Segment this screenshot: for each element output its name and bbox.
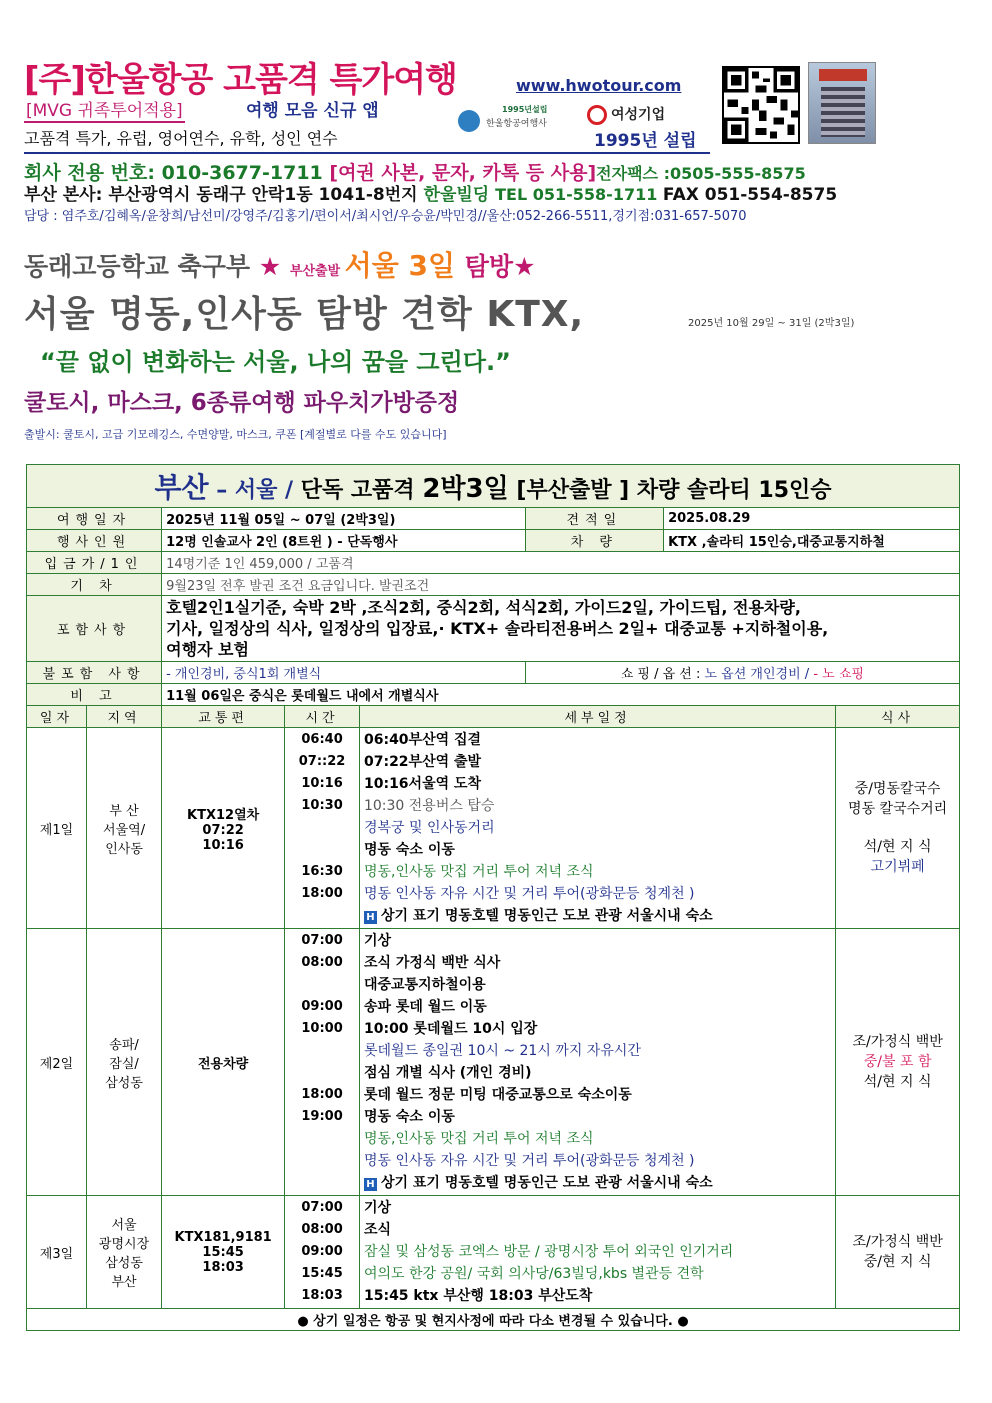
- region-line: 광명시장: [98, 1237, 150, 1252]
- schedule-item: 10:16서울역 도착: [363, 776, 482, 792]
- transport-line: 18:03: [202, 1259, 244, 1275]
- time-line: [289, 1040, 355, 1062]
- time-line: 15:45: [301, 1266, 343, 1281]
- schedule-header: 일자 지역 교통편 시간 세부일정 식사: [27, 706, 960, 728]
- day-region: [86, 728, 161, 929]
- transport-line: 전용차량: [198, 1056, 249, 1072]
- time-line: [289, 817, 355, 839]
- meal-line: 조/가정식 백반: [852, 1234, 943, 1250]
- hotel-text: 상기 표기 명동호텔 명동인근 도보 관광 서울시내 숙소: [380, 908, 713, 924]
- company-title: [주]한울항공 고품격 특가여행: [24, 60, 457, 100]
- ring-icon: [587, 105, 607, 125]
- schedule-item: 15:45 ktx 부산행 18:03 부산도착: [363, 1288, 593, 1304]
- schedule-item: 조식 가정식 백반 식사: [363, 955, 501, 971]
- time-line: [289, 839, 355, 861]
- hotel-line: [364, 1172, 831, 1194]
- time-line: 08:00: [301, 1222, 343, 1237]
- meal-line: 중/현 지 식: [863, 1254, 932, 1270]
- day-transport: [162, 929, 285, 1196]
- region-line: 삼성동: [105, 1256, 143, 1271]
- schedule-item: 07:22부산역 출발: [363, 754, 482, 770]
- day-meals: [836, 1196, 960, 1309]
- label-remark: 비 고: [27, 684, 162, 706]
- shopping-option: 쇼 핑 / 옵 션 : 노 옵션 개인경비 / - 노 쇼핑: [525, 662, 959, 684]
- day-times: [285, 728, 360, 929]
- value-car: KTX ,솔라티 15인승,대중교통지하철: [664, 530, 960, 552]
- phone-note: [여권 사본, 문자, 카톡 등 사용]: [329, 162, 597, 184]
- value-price: 14명기준 1인 459,000 / 고품격: [162, 552, 960, 574]
- time-line: 19:00: [301, 1109, 343, 1124]
- time-line: 06:40: [301, 732, 343, 747]
- schedule-item: 조식: [363, 1222, 392, 1238]
- transport-line: 15:45: [202, 1244, 244, 1260]
- region-line: 잠실/: [109, 1056, 139, 1072]
- day-row: [27, 1196, 960, 1309]
- event-date-small: 2025년 10월 29일 ~ 31일 (2박3일): [688, 318, 855, 329]
- event-school: 동래고등학교 축구부: [24, 252, 259, 281]
- divider: [24, 152, 710, 154]
- label-people: 행사인원: [27, 530, 162, 552]
- schedule-item: 대중교통지하철이용: [363, 977, 486, 993]
- label-date: 여행일자: [27, 508, 162, 530]
- transport-line: KTX12열차: [187, 807, 260, 823]
- value-excluded: - 개인경비, 중식1회 개별식: [162, 662, 526, 684]
- day-meals: [836, 929, 960, 1196]
- globe-icon: [458, 110, 480, 132]
- day-times: [285, 929, 360, 1196]
- label-excluded: 불포함 사항: [27, 662, 162, 684]
- schedule-item: 명동 인사동 자유 시간 및 거리 투어(광화문등 청계천 ): [363, 1153, 695, 1169]
- event-headline: [24, 244, 536, 284]
- time-line: 18:00: [301, 1087, 343, 1102]
- transport-line: 07:22: [202, 822, 244, 838]
- region-line: 송파/: [109, 1037, 139, 1053]
- time-line: 08:00: [301, 955, 343, 970]
- address-line: [24, 180, 837, 205]
- day-label: 제2일: [27, 929, 87, 1196]
- time-line: 18:03: [301, 1288, 343, 1303]
- label-quote: 견적일: [525, 508, 663, 530]
- day-times: [285, 1196, 360, 1309]
- time-line: 10:00: [301, 1021, 343, 1036]
- slogan: “끝 없이 변화하는 서울, 나의 꿈을 그린다.”: [40, 348, 511, 376]
- meal-line: 석/현 지 식: [863, 1074, 932, 1090]
- label-price: 입금가/1인: [27, 552, 162, 574]
- company-logo: [458, 104, 578, 134]
- tel[interactable]: TEL 051-558-1711: [495, 185, 663, 204]
- label-car: 차 량: [525, 530, 663, 552]
- gift-line: 쿨토시, 마스크, 6종류여행 파우치가방증정: [24, 390, 460, 416]
- schedule-item: 기상: [363, 1200, 392, 1216]
- event-title: 서울 명동,인사동 탐방 견학 KTX,: [24, 294, 585, 335]
- day-schedule: [359, 728, 835, 929]
- logo2-text: 여성기업: [611, 107, 666, 123]
- region-line: 서울: [111, 1218, 137, 1233]
- tour-label: 탐방★: [464, 252, 536, 281]
- schedule-item: 롯데 월드 정문 미팅 대중교통으로 숙소이동: [363, 1087, 632, 1103]
- meal-line: 중/명동칼국수: [854, 781, 941, 797]
- schedule-item: 여의도 한강 공원/ 국회 의사당/63빌딩,kbs 별관등 견학: [363, 1266, 704, 1282]
- building-name: 한울빌딩: [423, 185, 496, 205]
- time-line: 18:00: [301, 886, 343, 901]
- schedule-item: 명동 숙소 이동: [363, 842, 455, 858]
- value-included: 호텔2인1실기준, 숙박 2박 ,조식2회, 중식2회, 석식2회, 가이드2일, 가이드팁, 전용차량, 기사, 일정상의 식사, 일정상의 입장료,· KTX+ 솔라티전용버스 2일+ 대중교통 +지하철이용, 여행자 보험: [162, 596, 960, 662]
- day-meals: [836, 728, 960, 929]
- schedule-item: 06:40부산역 집결: [363, 732, 482, 748]
- hotel-line: [364, 905, 831, 927]
- value-train: 9월23일 전후 발권 조건 요금입니다. 발권조건: [162, 574, 960, 596]
- region-line: 부산: [111, 1275, 137, 1290]
- service-subtitle: 고품격 특가, 유럽, 영어연수, 유학, 성인 연수: [24, 129, 338, 148]
- mvg-badge: [MVG 귀족투어적용]: [24, 96, 185, 123]
- day-label: 제1일: [27, 728, 87, 929]
- region-line: 부 산: [109, 803, 139, 819]
- building-photo: [808, 62, 876, 144]
- meal-line: 석/현 지 식: [863, 839, 932, 855]
- schedule-item: 명동 숙소 이동: [363, 1109, 455, 1125]
- time-line: 07:00: [301, 933, 343, 948]
- hotel-h-icon: H: [364, 911, 377, 924]
- time-line: 10:16: [301, 776, 343, 791]
- day-region: [86, 929, 161, 1196]
- region-line: 인사동: [105, 841, 143, 857]
- schedule-item: 명동 인사동 자유 시간 및 거리 투어(광화문등 청계천 ): [363, 886, 695, 902]
- day-row: [27, 929, 960, 1196]
- hotel-h-icon: H: [364, 1178, 377, 1191]
- website-link[interactable]: www.hwotour.com: [516, 76, 682, 95]
- label-train: 기 차: [27, 574, 162, 596]
- day-schedule: [359, 929, 835, 1196]
- schedule-item: 경복궁 및 인사동거리: [363, 820, 495, 836]
- time-line: [289, 974, 355, 996]
- efax: 전자팩스 :0505-555-8575: [596, 164, 806, 183]
- schedule-item: 송파 롯데 월드 이동: [363, 999, 487, 1015]
- transport-line: KTX181,9181: [174, 1229, 272, 1245]
- gift-note: 출발시: 쿨토시, 고급 기모레깅스, 수면양말, 마스크, 쿠폰 [계절별로 다를 수도 있습니다]: [24, 428, 447, 441]
- fax: FAX 051-554-8575: [662, 185, 838, 205]
- meal-line: 중/불 포 함: [863, 1054, 932, 1070]
- time-line: 09:00: [301, 999, 343, 1014]
- schedule-item: 10:00 롯데월드 10시 입장: [363, 1021, 538, 1037]
- meal-line: [840, 819, 955, 837]
- app-notice: 여행 모음 신규 앱: [246, 101, 379, 121]
- schedule-item: 점심 개별 식사 (개인 경비): [363, 1065, 532, 1081]
- table-title: 부산 – 서울 / 단독 고품격 2박3일 [부산출발 ] 차량 솔라티 15인승: [27, 465, 960, 508]
- schedule-item: 명동,인사동 맛집 거리 투어 저녁 조식: [363, 1131, 594, 1147]
- footer-note: ● 상기 일정은 항공 및 현지사정에 따라 다소 변경될 수 있습니다. ●: [27, 1309, 960, 1331]
- established-year: 1995년 설립: [594, 131, 697, 151]
- schedule-item: 10:30 전용버스 탑승: [363, 798, 495, 814]
- region-line: 서울역/: [103, 822, 146, 838]
- qr-code-icon[interactable]: [722, 66, 800, 144]
- time-line: 07::22: [298, 754, 346, 769]
- value-remark: 11월 06일은 중식은 롯데월드 내에서 개별식사: [162, 684, 960, 706]
- schedule-item: 롯데월드 종일권 10시 ~ 21시 까지 자유시간: [363, 1043, 641, 1059]
- region-line: 삼성동: [105, 1075, 143, 1091]
- address: 부산 본사: 부산광역시 동래구 안락1동 1041-8번지: [24, 185, 424, 205]
- logo-text-2: 한울항공여행사: [486, 119, 547, 129]
- day-region: [86, 1196, 161, 1309]
- schedule-item: 명동,인사동 맛집 거리 투어 저녁 조식: [363, 864, 594, 880]
- day-transport: [162, 728, 285, 929]
- day-schedule: [359, 1196, 835, 1309]
- itinerary-table: [26, 464, 960, 1331]
- seoul-3days: 서울 3일: [344, 249, 465, 282]
- meal-line: 명동 칼국수거리: [848, 801, 948, 817]
- day-label: 제3일: [27, 1196, 87, 1309]
- staff-list: 담당 : 염주호/김혜옥/윤창희/남선미/강영주/김홍기/편이서/최시언/우승윤/박민경//울산:052-266-5511,경기점:031-657-5070: [24, 209, 747, 224]
- day-row: [27, 728, 960, 929]
- schedule-item: 잠실 및 삼성동 코엑스 방문 / 광명시장 투어 외국인 인기거리: [363, 1244, 734, 1260]
- value-quote: 2025.08.29: [664, 508, 960, 530]
- meal-line: 고기뷔페: [870, 859, 925, 875]
- logo-text-1: 1995년설립: [502, 105, 548, 114]
- phone-number[interactable]: 회사 전용 번호: 010-3677-1711: [24, 162, 330, 184]
- value-date: 2025년 11월 05일 ~ 07일 (2박3일): [162, 508, 526, 530]
- time-line: [289, 1062, 355, 1084]
- meal-line: 조/가정식 백반: [852, 1034, 943, 1050]
- time-line: 09:00: [301, 1244, 343, 1259]
- time-line: 07:00: [301, 1200, 343, 1215]
- hotel-text: 상기 표기 명동호텔 명동인근 도보 관광 서울시내 숙소: [380, 1175, 713, 1191]
- departure-tag: 부산출발: [289, 264, 345, 279]
- transport-line: 10:16: [202, 837, 244, 853]
- women-enterprise-logo: [587, 104, 665, 125]
- label-included: 포함사항: [27, 596, 162, 662]
- day-transport: [162, 1196, 285, 1309]
- time-line: 10:30: [301, 798, 343, 813]
- schedule-item: 기상: [363, 933, 392, 949]
- star-icon: ★: [258, 252, 290, 281]
- time-line: 16:30: [301, 864, 343, 879]
- value-people: 12명 인솔교사 2인 (8트윈 ) - 단독행사: [162, 530, 526, 552]
